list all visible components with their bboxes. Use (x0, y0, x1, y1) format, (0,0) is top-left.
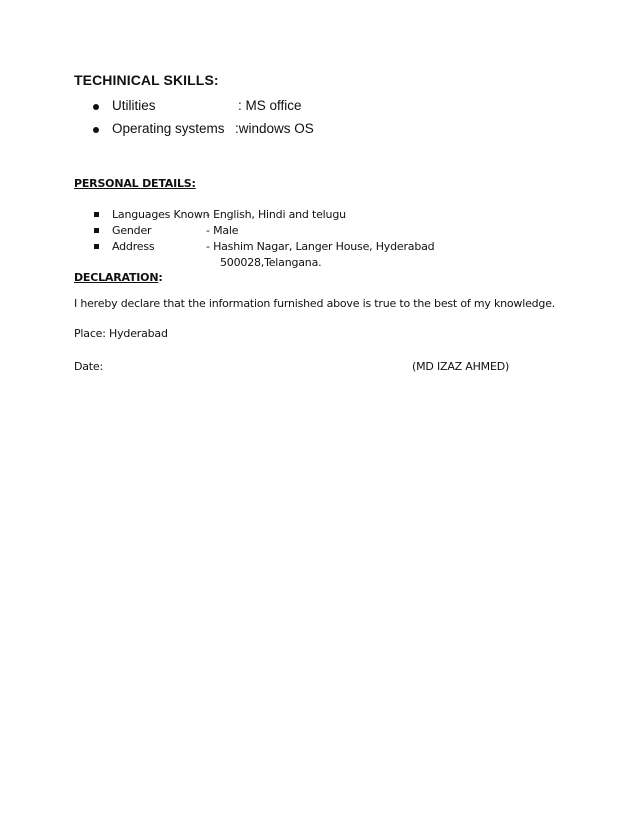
skill-label: Operating systems (112, 121, 225, 136)
skill-value: :windows OS (235, 121, 314, 136)
personal-label: Gender (112, 224, 152, 237)
personal-value: - English, Hindi and telugu (206, 208, 346, 221)
signature-name: (MD IZAZ AHMED) (412, 360, 510, 373)
address-line-2: 500028,Telangana. (220, 256, 322, 269)
place-line: Place: Hyderabad (74, 327, 168, 340)
bullet-square-icon (94, 228, 99, 233)
personal-item-address (94, 239, 494, 255)
personal-item-languages (94, 207, 494, 223)
personal-item-gender (94, 223, 494, 239)
date-line: Date: (74, 360, 103, 373)
personal-label: Languages Known (112, 208, 210, 221)
skill-value: : MS office (238, 98, 302, 113)
skill-label: Utilities (112, 98, 156, 113)
declaration-colon: : (158, 271, 163, 284)
bullet-square-icon (94, 244, 99, 249)
skill-item-utilities (93, 97, 353, 115)
declaration-text: I hereby declare that the information furnished above is true to the best of my knowledge. (74, 297, 556, 310)
bullet-dot-icon (93, 127, 99, 133)
personal-value: - Male (206, 224, 239, 237)
personal-value: - Hashim Nagar, Langer House, Hyderabad (206, 240, 435, 253)
declaration-heading-wrap (74, 271, 163, 284)
declaration-heading: DECLARATION (74, 271, 159, 284)
bullet-square-icon (94, 212, 99, 217)
skill-item-operating-systems (93, 120, 353, 138)
technical-skills-heading: TECHINICAL SKILLS: (74, 72, 219, 88)
personal-label: Address (112, 240, 155, 253)
personal-details-heading: PERSONAL DETAILS: (74, 177, 196, 190)
bullet-dot-icon (93, 104, 99, 110)
